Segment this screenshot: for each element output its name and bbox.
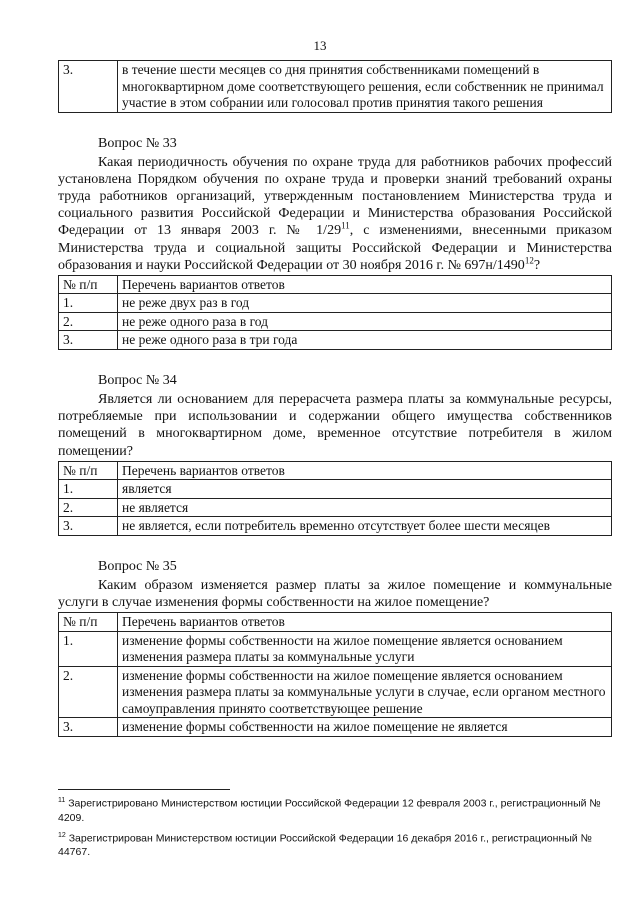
answer-text: является [118,480,612,499]
table-row [59,631,612,666]
question-text-part: Какая периодичность обучения по охране труда для работников рабочих профессий установлена Порядком обучения по охране труда и проверки знаний требований охраны труда работников организаций, утвержденным постановлением Министерства труда и социального развития Российской Федерации и Министерства образования Российской Федерации от 13 января 2003 г. № 1/29 [58,154,612,239]
table-header-row [59,613,612,632]
header-text: Перечень вариантов ответов [118,275,612,294]
question-text: Каким образом изменяется размер платы за жилое помещение и коммунальные услуги в случае изменения формы собственности на жилое помещение? [58,577,612,610]
footnote-ref[interactable]: 11 [341,220,350,231]
footnote-mark: 11 [58,797,66,804]
answers-table [58,275,612,350]
table-header-row [59,461,612,480]
page-number: 13 [313,38,327,53]
answer-text: изменение формы собственности на жилое помещение является основанием изменения размера платы за коммунальные услуги [118,631,612,666]
header-num: № п/п [59,613,118,632]
answer-number: 3. [59,331,118,350]
question-text-part: ? [533,257,541,273]
answer-number: 2. [59,312,118,331]
table-row [59,331,612,350]
answer-number: 1. [59,631,118,666]
table-row [59,498,612,517]
footnote-divider [58,789,230,790]
answer-text: не реже двух раз в год [118,294,612,313]
question-title: Вопрос № 33 [98,135,177,151]
answer-text: не является, если потребитель временно отсутствует более шести месяцев [118,517,612,536]
header-text: Перечень вариантов ответов [118,461,612,480]
answer-number: 3. [59,718,118,737]
footnotes [58,794,612,863]
footnote [58,794,612,825]
answers-table [58,612,612,737]
header-num: № п/п [59,461,118,480]
answer-text: не является [118,498,612,517]
footnote-mark: 12 [58,831,66,839]
page-content [58,60,612,737]
answer-number: 1. [59,294,118,313]
answer-number: 3. [59,61,118,113]
header-num: № п/п [59,275,118,294]
table-row [59,666,612,718]
footnote-ref[interactable]: 12 [524,255,534,266]
question-text: Является ли основанием для перерасчета размера платы за коммунальные ресурсы, потребляемые при использовании и содержании общего имущества собственников помещений в многоквартирном доме, временное отсутствие потребителя в жилом помещении? [58,391,612,459]
answer-text: не реже одного раза в три года [118,331,612,350]
table-row [59,294,612,313]
answer-number: 2. [59,498,118,517]
answer-text: изменение формы собственности на жилое помещение не является [118,718,612,737]
footnote-text: Зарегистрировано Министерством юстиции Российской Федерации 12 февраля 2003 г., регистрационный № 4209. [58,797,601,824]
answer-text: в течение шести месяцев со дня принятия собственниками помещений в многоквартирном доме соответствующего решения, если собственник не принимал участие в этом собрании или голосовал против принятия такого решения [118,61,612,113]
table-header-row [59,275,612,294]
table-row [59,312,612,331]
footnote-text: Зарегистрирован Министерством юстиции Российской Федерации 16 декабря 2016 г., регистрационный № 44767. [58,832,592,858]
question-text-part: , с изменениями, внесенными приказом Министерства труда и социальной защиты Российской Федерации и Министерства образования и науки Российской Федерации от 30 ноября 2016 г. № 697н/1490 [58,223,612,273]
table-row [59,480,612,499]
table-row [59,517,612,536]
answers-table [58,461,612,536]
answer-text: не реже одного раза в год [118,312,612,331]
answer-number: 1. [59,480,118,499]
question-title: Вопрос № 35 [98,558,177,574]
footnote [58,829,612,860]
answer-number: 2. [59,666,118,718]
question-title: Вопрос № 34 [98,372,177,388]
answer-text: изменение формы собственности на жилое помещение является основанием изменения размера платы за коммунальные услуги в случае, если органом местного самоуправления принято соответствующее решение [118,666,612,718]
answer-number: 3. [59,517,118,536]
header-text: Перечень вариантов ответов [118,613,612,632]
table-row [59,718,612,737]
top-answer-table [58,60,612,113]
table-row [59,61,612,113]
question-text [58,154,612,274]
